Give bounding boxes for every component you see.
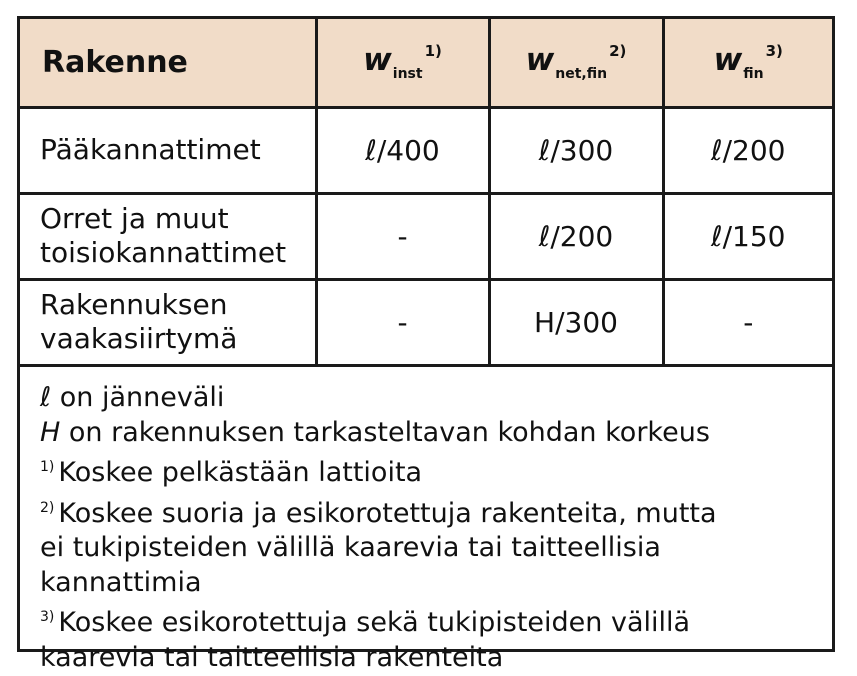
header-w-inst-sup: 1) — [424, 42, 442, 61]
footnote-3-line2: kaarevia tai taitteellisia rakenteita — [40, 641, 504, 673]
row-label — [20, 107, 316, 193]
row-label-line1: Orret ja muut — [40, 202, 229, 235]
header-w-fin — [663, 19, 832, 107]
note-span-length — [40, 381, 820, 416]
header-w-net-fin-sub: net,fin — [555, 66, 608, 83]
cell-value: - — [743, 305, 754, 339]
cell-value: - — [397, 219, 408, 253]
deflection-limits-table-frame — [17, 16, 835, 673]
row-label — [20, 279, 316, 365]
row-label-line1: Rakennuksen — [40, 288, 228, 321]
table-header-row — [20, 19, 832, 107]
header-w-fin-sub: fin — [743, 66, 764, 83]
cell-value: ℓ/150 — [711, 219, 786, 253]
note-height — [40, 416, 820, 451]
footnote-1-mark: 1) — [40, 459, 55, 475]
cell-value: ℓ/200 — [538, 219, 614, 253]
footnote-2-line3: kannattimia — [40, 566, 202, 598]
header-w-fin-symbol: w — [713, 42, 743, 79]
footnote-1-text: Koskee pelkästään lattioita — [58, 457, 423, 488]
note-h-text: on rakennuksen tarkasteltavan kohdan korkeus — [60, 416, 710, 448]
cell-value: H/300 — [534, 305, 618, 339]
table-row — [20, 107, 832, 193]
cell-w-inst — [316, 107, 489, 193]
header-rakenne-label: Rakenne — [42, 44, 188, 80]
note-l-text: on jänneväli — [51, 382, 225, 413]
row-label — [20, 193, 316, 279]
cell-w-net-fin — [489, 193, 663, 279]
cell-w-fin — [663, 107, 832, 193]
note-h-symbol: H — [40, 416, 61, 448]
footnote-3-line1 — [40, 600, 820, 641]
header-w-inst — [316, 19, 489, 107]
footnote-1 — [40, 450, 820, 491]
cell-w-net-fin — [489, 107, 663, 193]
footnote-3-text-1: Koskee esikorotettuja sekä tukipisteiden välillä — [58, 607, 691, 638]
cell-w-fin — [663, 193, 832, 279]
row-label-line2: vaakasiirtymä — [40, 322, 238, 355]
cell-value: ℓ/300 — [538, 133, 614, 167]
note-l-symbol: ℓ — [40, 382, 52, 413]
footnote-2-mark: 2) — [40, 499, 55, 516]
header-w-inst-symbol: w — [363, 42, 392, 79]
header-w-inst-sub: inst — [392, 66, 423, 83]
cell-w-inst — [316, 193, 489, 279]
cell-value: ℓ/400 — [365, 133, 440, 167]
cell-w-inst — [316, 279, 489, 365]
cell-w-fin — [663, 279, 832, 365]
table-row — [20, 279, 832, 365]
footnote-3-mark: 3) — [40, 609, 55, 625]
row-label-line2: toisiokannattimet — [40, 236, 287, 269]
header-w-net-fin-sup: 2) — [609, 42, 627, 61]
footnote-2-line2: ei tukipisteiden välillä kaarevia tai taitteellisia — [40, 532, 661, 563]
deflection-limits-table — [20, 19, 832, 367]
header-rakenne — [20, 19, 316, 107]
header-w-net-fin-symbol: w — [525, 42, 555, 79]
header-w-net-fin — [489, 19, 663, 107]
cell-w-net-fin — [489, 279, 663, 365]
cell-value: - — [397, 305, 408, 339]
table-footnotes — [40, 381, 820, 675]
footnote-2-line1 — [40, 491, 820, 532]
footnote-2-text-1: Koskee suoria ja esikorotettuja rakenteita, mutta — [58, 497, 717, 529]
header-w-fin-sup: 3) — [765, 42, 783, 61]
table-row — [20, 193, 832, 279]
cell-value: ℓ/200 — [711, 133, 786, 167]
row-label-line1: Pääkannattimet — [40, 133, 261, 166]
